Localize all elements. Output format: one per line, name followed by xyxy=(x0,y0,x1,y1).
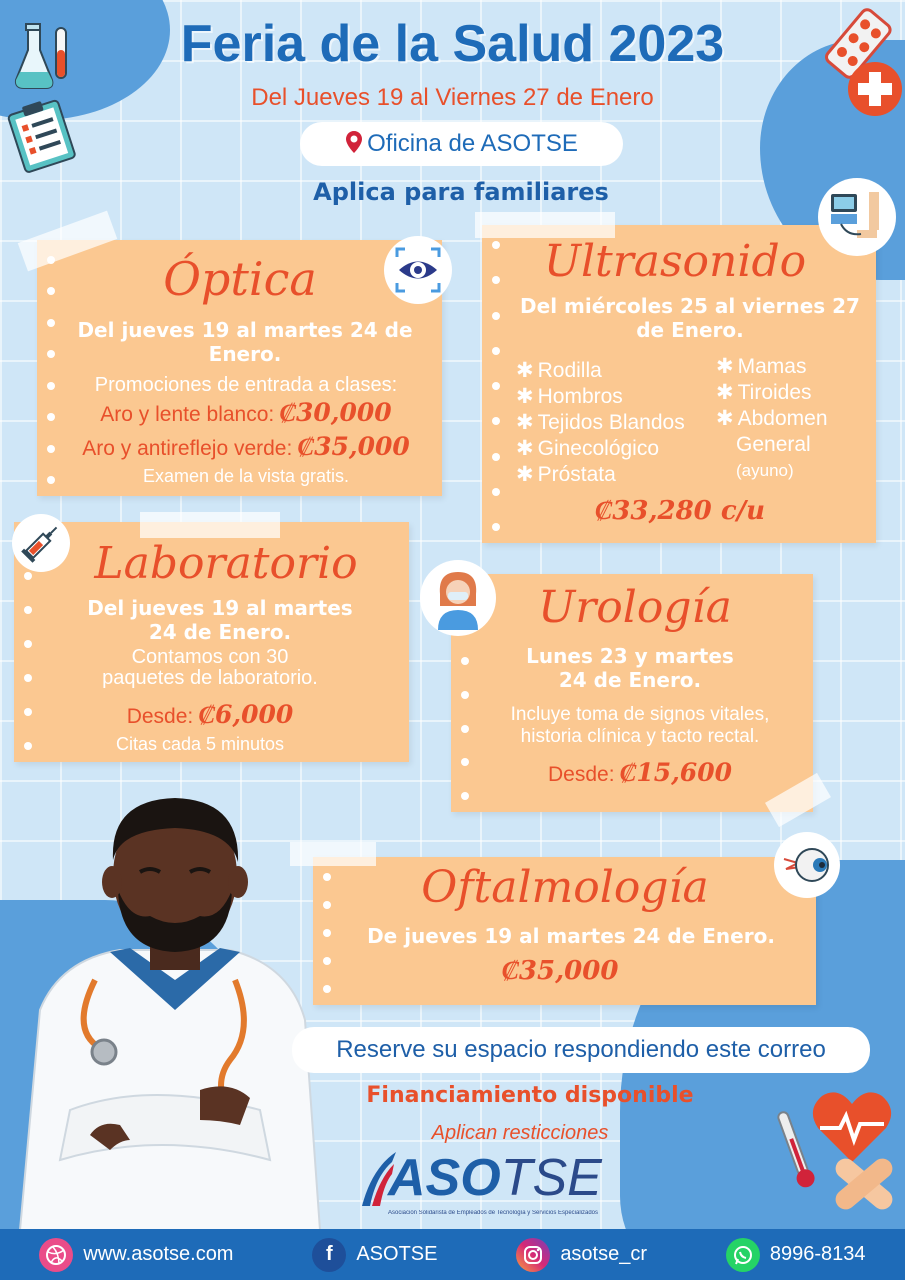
optica-title: Óptica xyxy=(163,252,317,306)
laboratorio-note3: Citas cada 5 minutos xyxy=(115,734,285,754)
ultrasonido-tape xyxy=(475,212,615,238)
optica-line2-price: ₡35,000 xyxy=(297,432,410,461)
list-item: ✱ Ginecológico xyxy=(516,437,660,460)
reserve-banner xyxy=(292,1027,870,1073)
footer-instagram-text: asotse_cr xyxy=(560,1243,648,1265)
optica-line2-label: Aro y antireflejo verde: xyxy=(82,437,293,460)
laboratorio-note2: paquetes de laboratorio. xyxy=(102,667,318,689)
list-item: ✱ Tejidos Blandos xyxy=(516,411,685,434)
oftalmologia-price: ₡35,000 xyxy=(501,956,619,986)
event-dates: Del Jueves 19 al Viernes 27 de Enero xyxy=(251,84,654,111)
footer-web-link[interactable] xyxy=(39,1238,233,1272)
optica-line2 xyxy=(50,432,442,462)
ultrasonido-price: ₡33,280 c/u xyxy=(594,496,766,526)
facebook-icon: f xyxy=(312,1238,346,1272)
laboratorio-title: Laboratorio xyxy=(94,538,358,589)
restrictions-text: Aplican resticciones xyxy=(431,1122,609,1144)
location-text: Oficina de ASOTSE xyxy=(367,130,578,157)
list-item: ✱ Rodilla xyxy=(516,359,602,382)
ultrasonido-list-right xyxy=(716,354,828,484)
footer-whatsapp-text: 8996-8134 xyxy=(769,1243,866,1265)
urologia-title: Urología xyxy=(538,582,732,633)
footer-instagram-link[interactable] xyxy=(516,1238,647,1272)
laboratorio-price: ₡6,000 xyxy=(198,700,294,729)
instagram-icon xyxy=(516,1238,550,1272)
list-item: General xyxy=(736,433,811,456)
financing-text: Financiamiento disponible xyxy=(366,1083,694,1108)
laboratorio-price-label: Desde: xyxy=(126,705,194,728)
urologia-dates2: 24 de Enero. xyxy=(558,668,702,692)
urologia-note1: Incluye toma de signos vitales, xyxy=(510,704,770,725)
bandage-icon xyxy=(824,1148,904,1224)
optica-promo: Promociones de entrada a clases: xyxy=(94,374,398,396)
urologia-price-label: Desde: xyxy=(548,763,615,786)
urologia-note2: historia clínica y tacto rectal. xyxy=(520,726,760,747)
oftalmologia-title: Oftalmología xyxy=(421,862,709,913)
list-item: ✱ Hombros xyxy=(516,385,623,408)
laboratorio-note1: Contamos con 30 xyxy=(131,646,289,668)
footer-whatsapp-link[interactable] xyxy=(726,1238,866,1272)
footer-web-text: www.asotse.com xyxy=(83,1243,234,1265)
applies-note: Aplica para familiares xyxy=(313,178,609,206)
optica-note: Examen de la vista gratis. xyxy=(142,466,350,486)
urologia-price-line xyxy=(470,758,810,788)
laboratorio-tape xyxy=(140,512,280,538)
list-item: ✱ Próstata xyxy=(516,463,616,486)
list-item: (ayuno) xyxy=(736,461,794,480)
footer-bar xyxy=(0,1229,905,1280)
footer-facebook-link[interactable] xyxy=(312,1238,437,1272)
whatsapp-icon xyxy=(726,1238,760,1272)
list-item: ✱ Tiroides xyxy=(716,381,812,404)
logo-tagline: Asociación Solidarista de Empleados de Tecnología y Servicios Especializados xyxy=(388,1210,599,1216)
laboratorio-dates: Del jueves 19 al martes 24 de Enero. xyxy=(87,596,353,644)
oftalmologia-dates: De jueves 19 al martes 24 de Enero. xyxy=(367,924,775,948)
laboratorio-price-line xyxy=(40,700,380,730)
page-title: Feria de la Salud 2023 xyxy=(180,15,725,73)
location-pin-icon xyxy=(345,130,363,158)
location-pill xyxy=(300,122,623,166)
asotse-logo xyxy=(358,1146,630,1226)
list-item: ✱ Mamas xyxy=(716,355,807,378)
optica-line1-label: Aro y lente blanco: xyxy=(100,403,275,426)
optica-line1 xyxy=(56,398,436,428)
urologia-dates1: Lunes 23 y martes xyxy=(526,644,734,668)
list-item: ✱ Abdomen xyxy=(716,407,828,430)
reserve-text: Reserve su espacio respondiendo este correo xyxy=(336,1036,826,1063)
logo-suffix: TSE xyxy=(500,1149,602,1207)
ultrasonido-list-left xyxy=(516,358,685,488)
optica-dates: Del jueves 19 al martes 24 de Enero. xyxy=(77,318,413,366)
ultrasonido-title: Ultrasonido xyxy=(543,236,807,287)
optica-line1-price: ₡30,000 xyxy=(279,398,392,427)
logo-prefix: ASO xyxy=(388,1149,501,1207)
doctor-illustration xyxy=(0,780,330,1234)
urologia-price: ₡15,600 xyxy=(619,758,732,787)
ultrasonido-dates: Del miércoles 25 al viernes 27 de Enero. xyxy=(520,294,860,342)
dribbble-globe-icon xyxy=(39,1238,73,1272)
footer-facebook-text: ASOTSE xyxy=(356,1243,438,1265)
